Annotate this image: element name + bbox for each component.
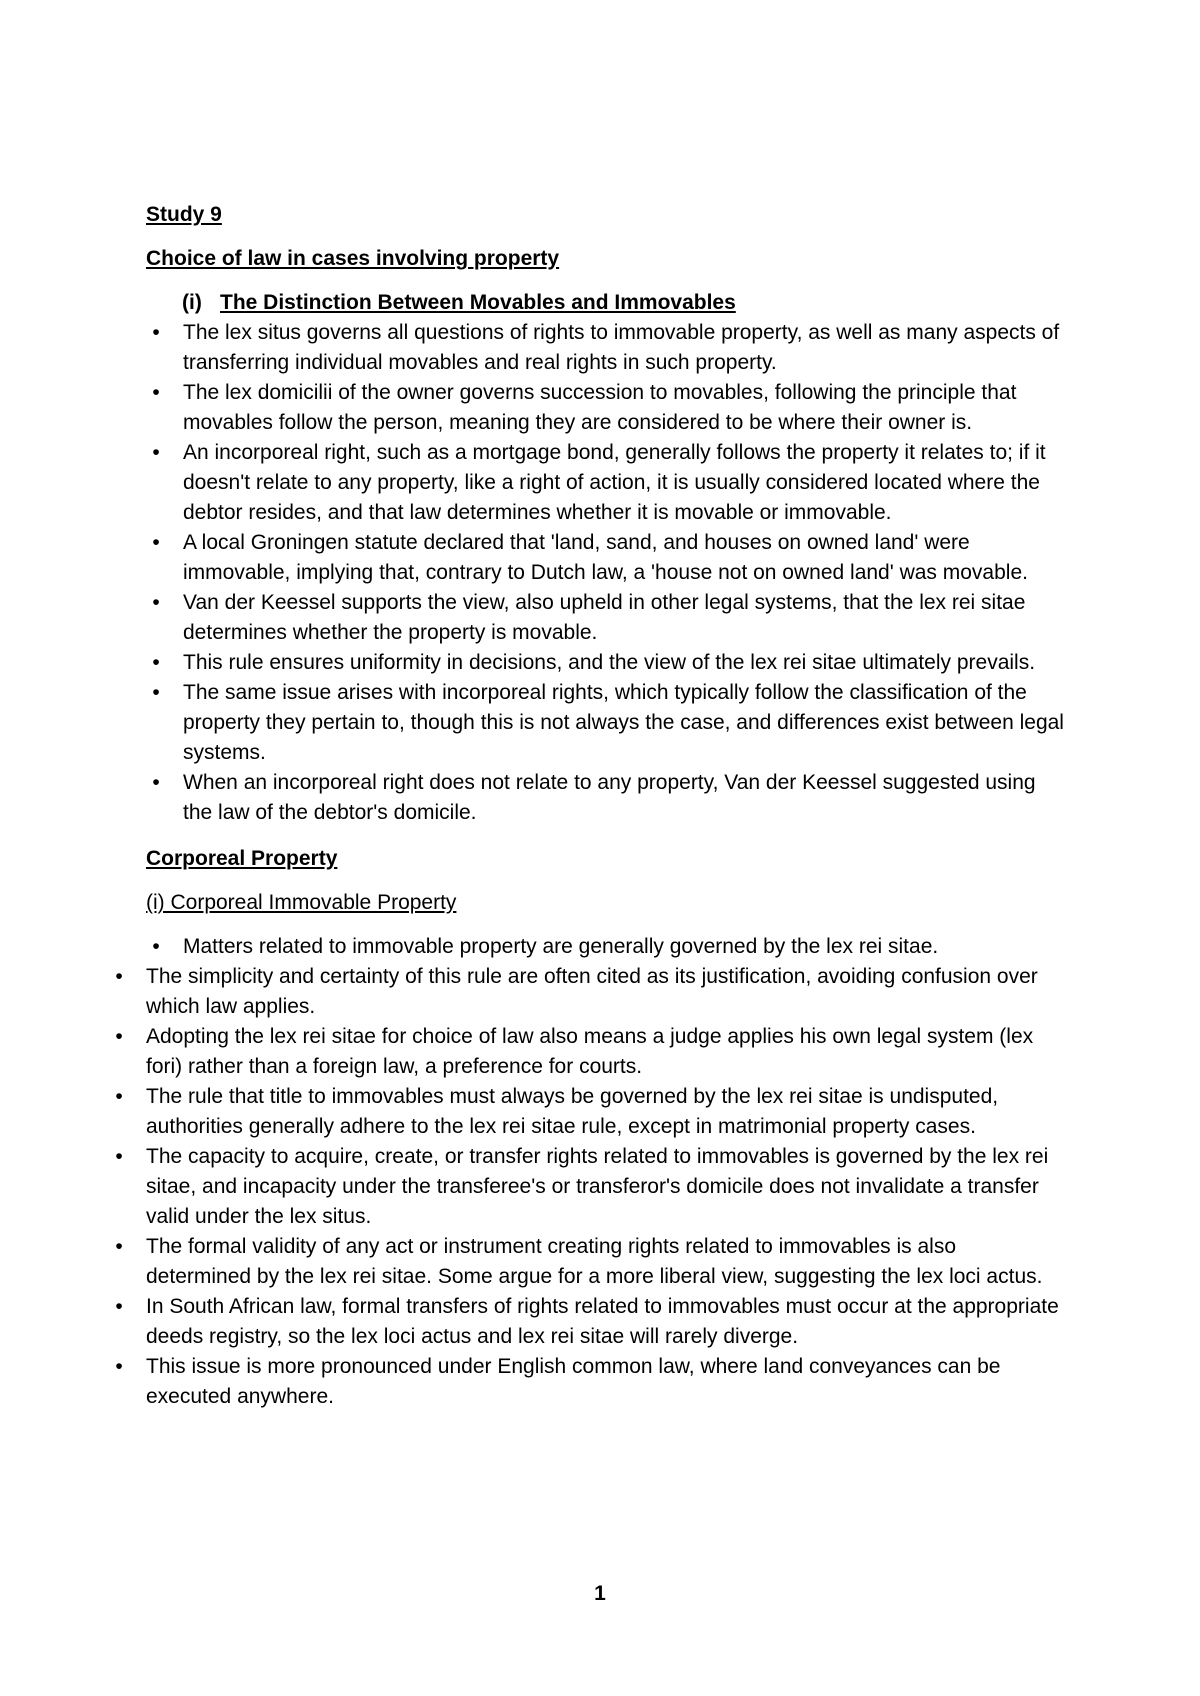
bullet-icon: •	[152, 321, 160, 344]
section-heading-corporeal: Corporeal Property	[146, 847, 338, 870]
bullet-icon: •	[115, 1355, 123, 1378]
list-item	[115, 1232, 1066, 1292]
list-item-text: When an incorporeal right does not relate to any property, Van der Keessel suggested using the law of the debtor's domicile.	[183, 771, 1036, 824]
bullet-icon: •	[115, 965, 123, 988]
section-number: (i)	[182, 291, 202, 314]
document-body	[115, 200, 1066, 1412]
document-subtitle: Choice of law in cases involving property	[146, 247, 560, 270]
list-item	[146, 318, 1066, 378]
bullet-icon: •	[115, 1085, 123, 1108]
list-item-text: The lex domicilii of the owner governs succession to movables, following the principle that movables follow the person, meaning they are considered to be where their owner is.	[183, 381, 1017, 434]
list-item	[115, 1022, 1066, 1082]
bullet-icon: •	[152, 651, 160, 674]
list-item	[115, 1082, 1066, 1142]
list-item-text: Matters related to immovable property are generally governed by the lex rei sitae.	[183, 935, 939, 958]
list-item-text: This issue is more pronounced under English common law, where land conveyances can be executed anywhere.	[146, 1355, 1001, 1408]
subsection-heading-immovable: (i) Corporeal Immovable Property	[146, 891, 457, 914]
list-item-text: The simplicity and certainty of this rule are often cited as its justification, avoiding confusion over which law applies.	[146, 965, 1038, 1018]
distinction-bullet-list	[146, 318, 1066, 828]
list-item	[146, 768, 1066, 828]
bullet-icon: •	[152, 381, 160, 404]
bullet-icon: •	[152, 771, 160, 794]
page-number: 1	[594, 1582, 606, 1605]
list-item-text: An incorporeal right, such as a mortgage bond, generally follows the property it relates to; if it doesn't relate to any property, like a right of action, it is usually considered located where the debtor resides, and that law determines whether it is movable or immovable.	[183, 441, 1046, 524]
bullet-icon: •	[115, 1295, 123, 1318]
immovable-bullet-list	[115, 962, 1066, 1412]
document-title: Study 9	[146, 203, 222, 226]
bullet-icon: •	[115, 1025, 123, 1048]
immovable-intro-list	[146, 932, 1066, 962]
list-item	[146, 378, 1066, 438]
list-item	[146, 648, 1066, 678]
list-item-text: The rule that title to immovables must always be governed by the lex rei sitae is undisputed, authorities generally adhere to the lex rei sitae rule, except in matrimonial property cases.	[146, 1085, 999, 1138]
list-item	[115, 1292, 1066, 1352]
section-heading-text: The Distinction Between Movables and Immovables	[220, 291, 736, 314]
list-item	[146, 932, 1066, 962]
list-item	[115, 962, 1066, 1022]
list-item	[146, 528, 1066, 588]
bullet-icon: •	[115, 1235, 123, 1258]
bullet-icon: •	[115, 1145, 123, 1168]
bullet-icon: •	[152, 591, 160, 614]
bullet-icon: •	[152, 681, 160, 704]
list-item	[146, 588, 1066, 648]
bullet-icon: •	[152, 531, 160, 554]
list-item	[115, 1352, 1066, 1412]
list-item-text: Adopting the lex rei sitae for choice of law also means a judge applies his own legal system (lex fori) rather than a foreign law, a preference for courts.	[146, 1025, 1034, 1078]
list-item-text: Van der Keessel supports the view, also upheld in other legal systems, that the lex rei sitae determines whether the property is movable.	[183, 591, 1026, 644]
list-item-text: This rule ensures uniformity in decisions, and the view of the lex rei sitae ultimately prevails.	[183, 651, 1036, 674]
bullet-icon: •	[152, 935, 160, 958]
list-item-text: A local Groningen statute declared that 'land, sand, and houses on owned land' were immovable, implying that, contrary to Dutch law, a 'house not on owned land' was movable.	[183, 531, 1028, 584]
list-item	[146, 678, 1066, 768]
list-item-text: In South African law, formal transfers of rights related to immovables must occur at the appropriate deeds registry, so the lex loci actus and lex rei sitae will rarely diverge.	[146, 1295, 1059, 1348]
list-item	[115, 1142, 1066, 1232]
section-heading-distinction	[182, 288, 1066, 318]
list-item-text: The formal validity of any act or instrument creating rights related to immovables is also determined by the lex rei sitae. Some argue for a more liberal view, suggesting the lex loci actus.	[146, 1235, 1043, 1288]
list-item-text: The capacity to acquire, create, or transfer rights related to immovables is governed by the lex rei sitae, and incapacity under the transferee's or transferor's domicile does not invalidate a transfer valid under the lex situs.	[146, 1145, 1049, 1228]
bullet-icon: •	[152, 441, 160, 464]
list-item	[146, 438, 1066, 528]
list-item-text: The lex situs governs all questions of rights to immovable property, as well as many aspects of transferring individual movables and real rights in such property.	[183, 321, 1060, 374]
list-item-text: The same issue arises with incorporeal rights, which typically follow the classification of the property they pertain to, though this is not always the case, and differences exist between legal systems.	[183, 681, 1064, 764]
